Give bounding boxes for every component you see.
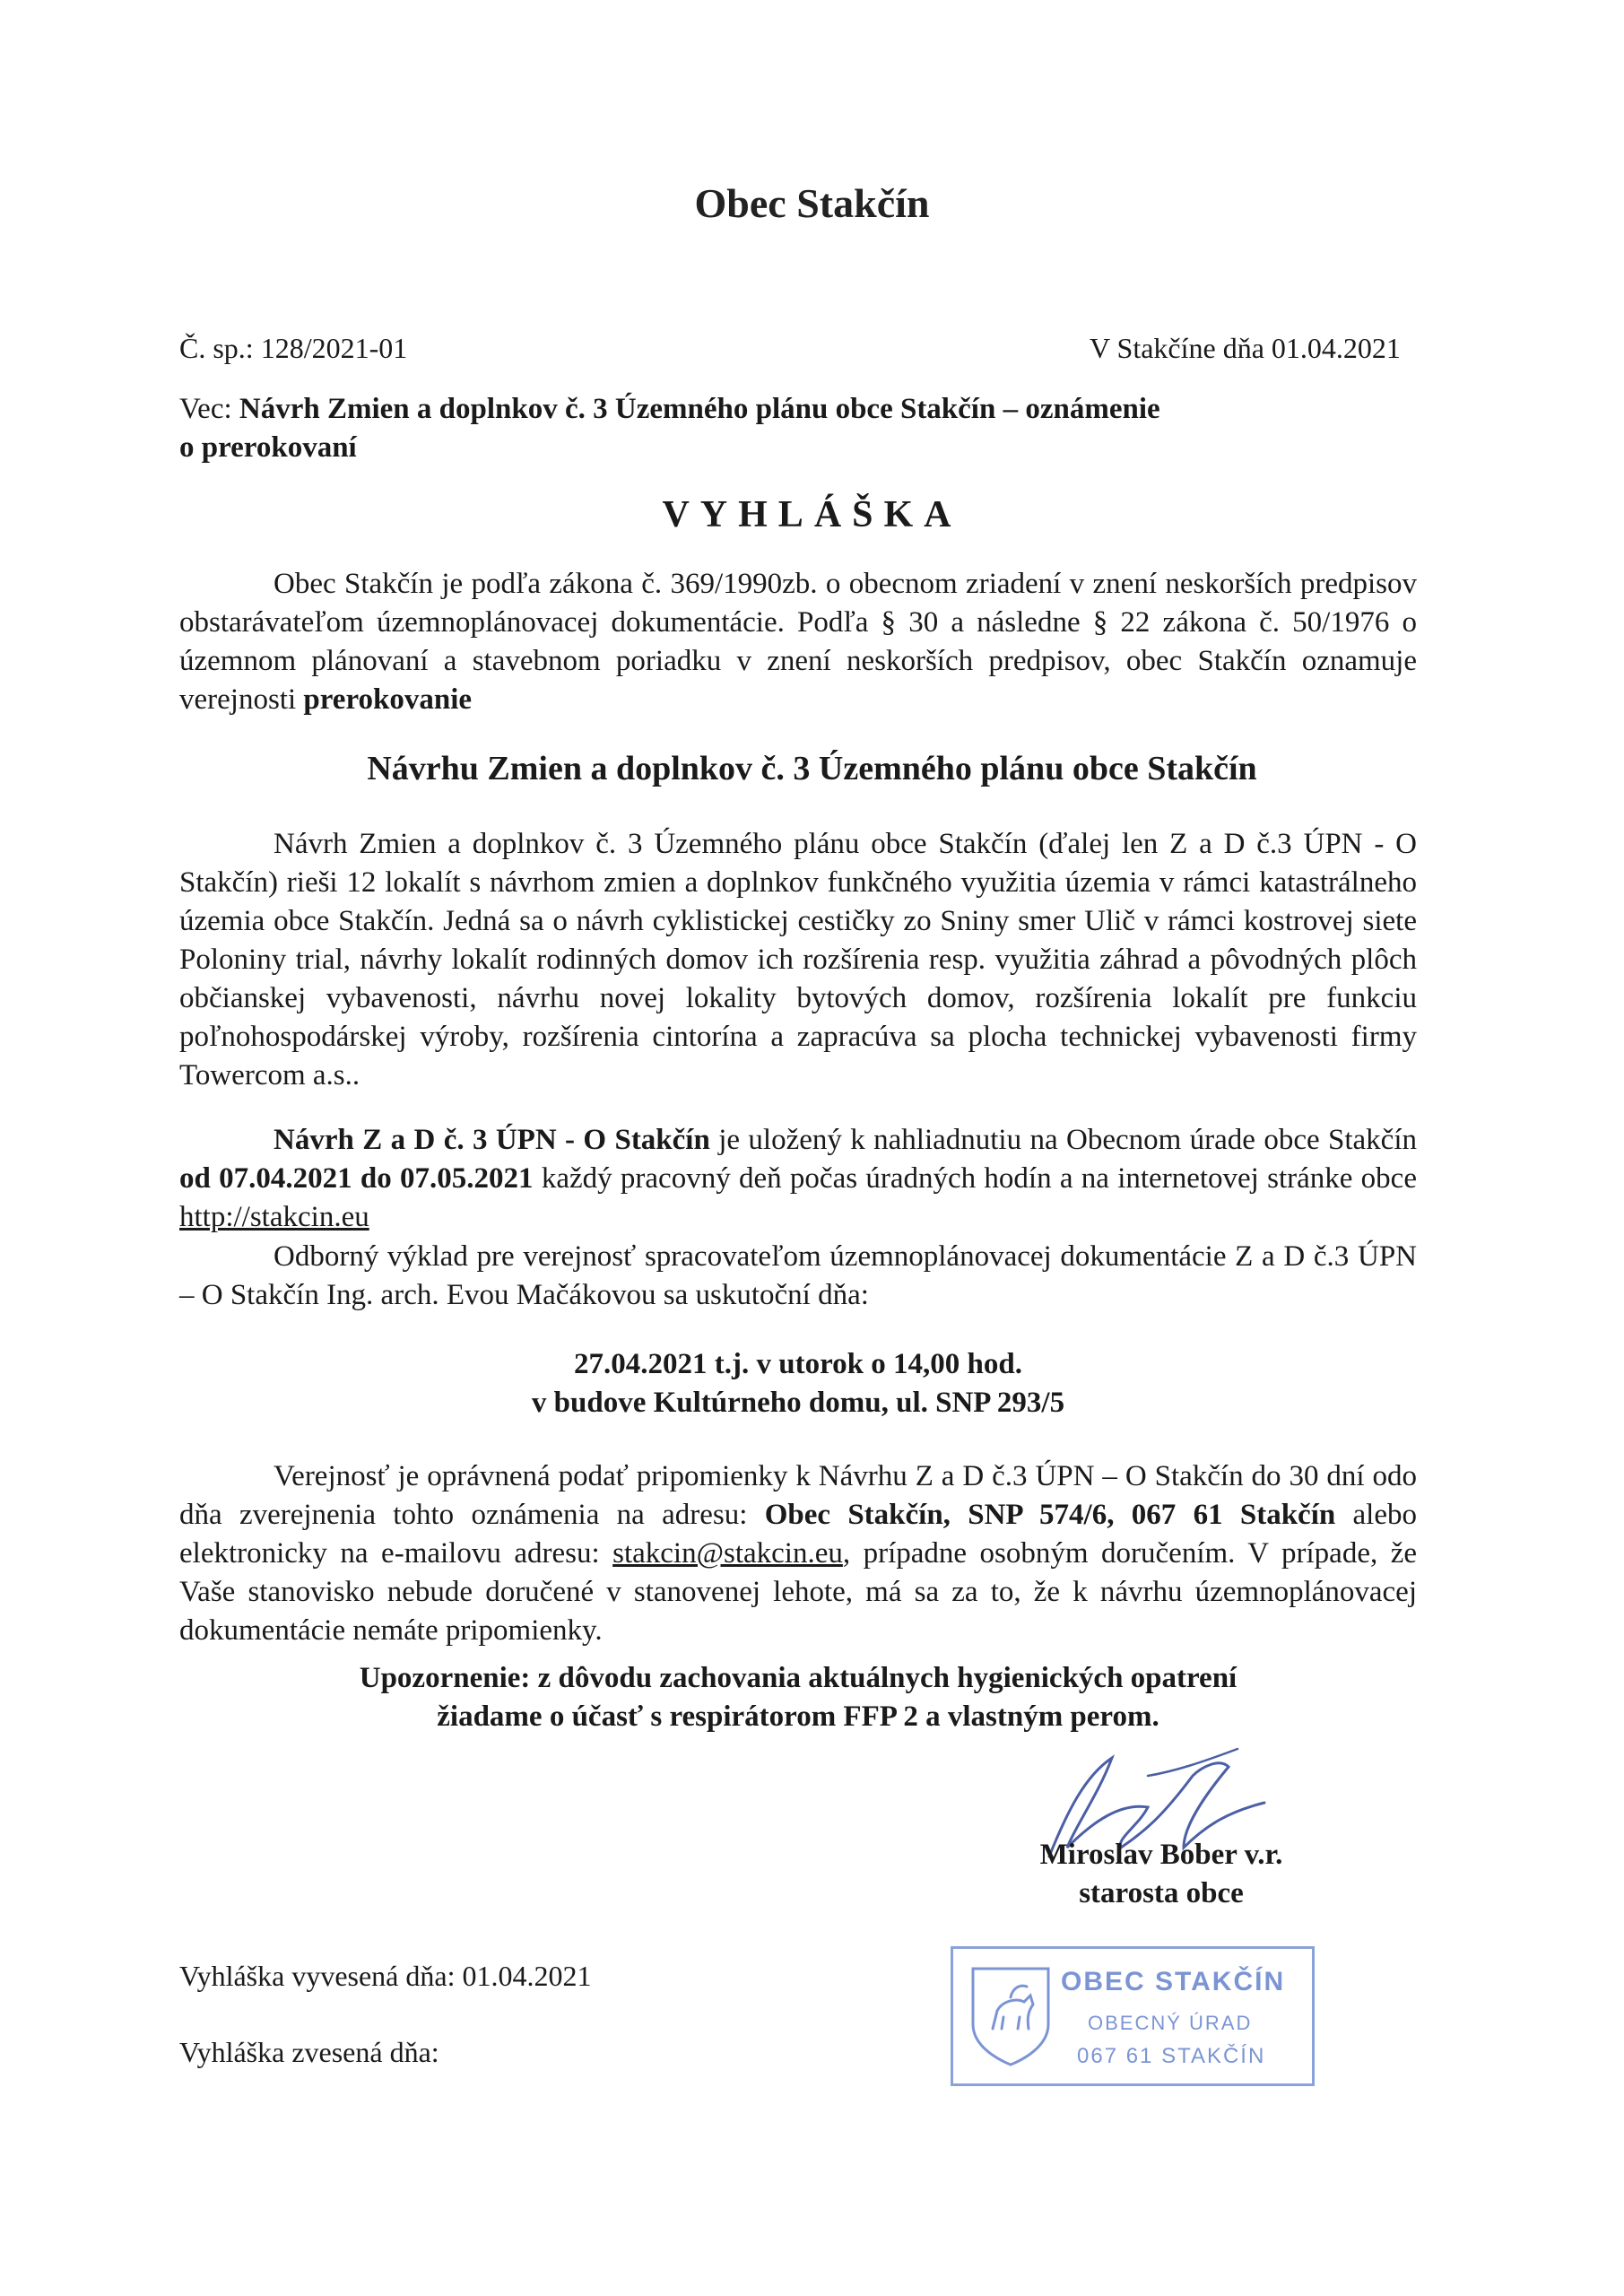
paragraph-intro — [179, 565, 1417, 719]
event-datetime: 27.04.2021 t.j. v utorok o 14,00 hod. — [574, 1348, 1022, 1380]
intro-text: Obec Stakčín je podľa zákona č. 369/1990zb. o obecnom zriadení v znení neskorších predpisov obstarávateľom územnoplánovacej dokumentácie. Podľa § 30 a následne § 22 zákona č. 50/1976 o územnom plánovaní a stavebnom poriadku v znení neskorších predpisov, obec Stakčín oznamuje verejnosti — [179, 568, 1417, 716]
availability-text-1: je uložený k nahliadnutiu na Obecnom úrade obce Stakčín — [709, 1124, 1417, 1156]
website-link[interactable]: http://stakcin.eu — [179, 1201, 369, 1233]
subject — [179, 390, 1417, 467]
posted-on-date: Vyhláška vyvesená dňa: 01.04.2021 — [179, 1960, 592, 1992]
stamp-line1: OBEC STAKČÍN — [1061, 1967, 1286, 1996]
removed-on-date: Vyhláška zvesená dňa: — [179, 2036, 439, 2068]
signatory-name: Miroslav Bober v.r. — [1039, 1839, 1283, 1871]
notice — [179, 1659, 1417, 1736]
intro-bold: prerokovanie — [303, 683, 473, 716]
comments-text-3: , prípadne osobným doručením. V prípade, že Vaše stanovisko nebude doručené v stanovenej lehote, má sa za to, že k návrhu územnoplánovacej dokumentácie nemáte pripomienky. — [179, 1537, 1418, 1647]
place-and-date: V Stakčíne dňa 01.04.2021 — [1090, 332, 1401, 364]
event-details — [179, 1345, 1417, 1422]
office-address: Obec Stakčín, SNP 574/6, 067 61 Stakčín — [764, 1499, 1336, 1531]
stamp-line3: 067 61 STAKČÍN — [1077, 2044, 1266, 2068]
email-link[interactable]: stakcin@stakcin.eu — [612, 1537, 843, 1570]
comments-text-2: alebo elektronicky na e-mailovu adresu: — [179, 1499, 1417, 1570]
availability-bold-plan: Návrh Z a D č. 3 ÚPN - O Stakčín — [274, 1124, 710, 1156]
notice-line1: Upozornenie: z dôvodu zachovania aktuálnych hygienických opatrení — [359, 1662, 1238, 1694]
document-title: Obec Stakčín — [694, 180, 930, 226]
stamp-line2: OBECNÝ ÚRAD — [1088, 2012, 1253, 2034]
reference-number: Č. sp.: 128/2021-01 — [179, 332, 408, 364]
paragraph-availability — [179, 1121, 1417, 1237]
paragraph-comments — [179, 1457, 1417, 1650]
notice-line2: žiadame o účasť s respirátorom FFP 2 a vlastným perom. — [437, 1700, 1159, 1733]
availability-text-2: každý pracovný deň počas úradných hodín a na internetovej stránke obce — [533, 1162, 1417, 1195]
plan-subheading: Návrhu Zmien a doplnkov č. 3 Územného plánu obce Stakčín — [367, 750, 1257, 787]
official-stamp — [951, 1946, 1315, 2086]
signatory-role: starosta obce — [1079, 1877, 1244, 1909]
event-location: v budove Kultúrneho domu, ul. SNP 293/5 — [531, 1387, 1065, 1419]
paragraph-plan-description: Návrh Zmien a doplnkov č. 3 Územného plánu obce Stakčín (ďalej len Z a D č.3 ÚPN - O Stakčín) rieši 12 lokalít s návrhom zmien a doplnkov funkčného využitia územia v rámci katastrálneho územia obce Stakčín. Jedná sa o návrh cyklistickej cestičky zo Sniny smer Ulič v rámci kostrovej siete Poloniny trial, návrhy lokalít rodinných domov ich rozšírenia resp. využitia záhrad a pôvodných plôch občianskej vybavenosti, návrhu novej lokality bytových domov, rozšírenia lokalít pre funkciu poľnohospodárskej výroby, rozšírenia cintorína a zapracúva sa plocha technickej vybavenosti firmy Towercom a.s.. — [179, 828, 1417, 1091]
heading-vyhlaska: VYHLÁŠKA — [662, 494, 962, 535]
comments-text-1: Verejnosť je oprávnená podať pripomienky k Návrhu Z a D č.3 ÚPN – O Stakčín do 30 dní odo dňa zverejnenia tohto oznámenia na adresu: — [179, 1460, 1417, 1531]
paragraph-expert-session: Odborný výklad pre verejnosť spracovateľom územnoplánovacej dokumentácie Z a D č.3 ÚPN – O Stakčín Ing. arch. Evou Mačákovou sa uskutoční dňa: — [179, 1240, 1417, 1311]
subject-text-line1: Návrh Zmien a doplnkov č. 3 Územného plánu obce Stakčín – oznámenie — [239, 393, 1160, 425]
coat-of-arms-icon — [966, 1961, 1055, 2069]
availability-dates: od 07.04.2021 do 07.05.2021 — [179, 1162, 534, 1195]
subject-label: Vec: — [179, 393, 232, 425]
subject-text-line2: o prerokovaní — [179, 431, 357, 464]
